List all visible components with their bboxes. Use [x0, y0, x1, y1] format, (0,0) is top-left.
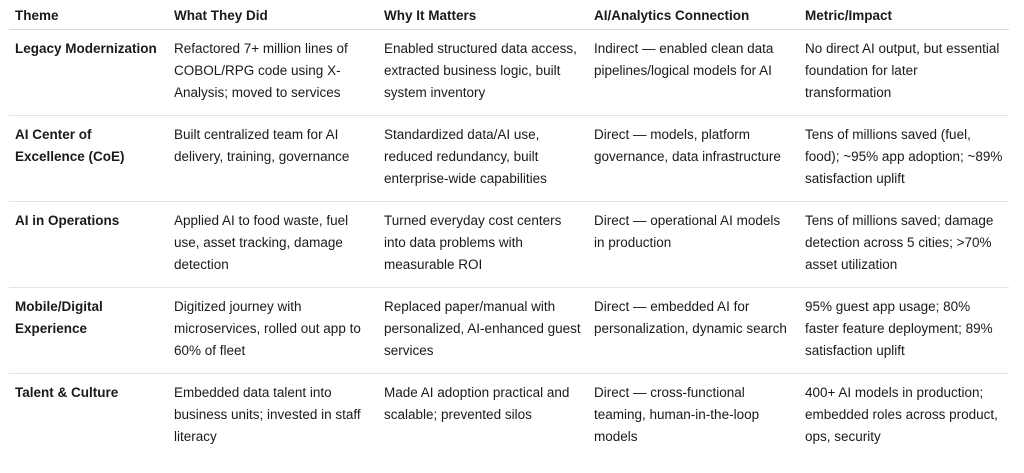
- cell-ai-connection: Direct — models, platform governance, data infrastructure: [588, 116, 799, 202]
- cell-ai-connection: Direct — cross-functional teaming, human-in-the-loop models: [594, 385, 760, 444]
- cell-metric-impact: Tens of millions saved (fuel, food); ~95% app adoption; ~89% satisfaction uplift: [799, 116, 1009, 202]
- table-row: [9, 116, 1009, 202]
- header-ai-analytics-connection: AI/Analytics Connection: [588, 0, 799, 30]
- header-metric-impact: Metric/Impact: [799, 0, 1009, 30]
- cell-theme: Talent & Culture: [15, 385, 119, 400]
- cell-why-it-matters: Turned everyday cost centers into data problems with measurable ROI: [378, 202, 588, 288]
- cell-theme: AI Center of Excellence (CoE): [9, 116, 168, 202]
- cell-theme: Legacy Modernization: [9, 30, 168, 116]
- cell-metric-impact: Tens of millions saved; damage detection across 5 cities; >70% asset utilization: [799, 202, 1009, 288]
- table-row: [9, 288, 1009, 374]
- header-theme: Theme: [9, 0, 168, 30]
- header-why-it-matters: Why It Matters: [378, 0, 588, 30]
- header-row: [9, 0, 1009, 30]
- cell-ai-connection: Indirect — enabled clean data pipelines/logical models for AI: [588, 30, 799, 116]
- cell-metric-impact: 95% guest app usage; 80% faster feature deployment; 89% satisfaction uplift: [799, 288, 1009, 374]
- cell-ai-connection: Direct — embedded AI for personalization, dynamic search: [588, 288, 799, 374]
- table-header: [9, 0, 1009, 30]
- table-row: [9, 374, 1009, 461]
- cell-what-they-did: Embedded data talent into business units; invested in staff literacy: [174, 385, 361, 444]
- cell-why-it-matters: Replaced paper/manual with personalized, AI-enhanced guest services: [378, 288, 588, 374]
- table-body: [9, 30, 1009, 461]
- cell-ai-connection: Direct — operational AI models in production: [588, 202, 799, 288]
- cell-theme: AI in Operations: [9, 202, 168, 288]
- cell-why-it-matters: Made AI adoption practical and scalable; prevented silos: [384, 385, 570, 422]
- cell-what-they-did: Applied AI to food waste, fuel use, asset tracking, damage detection: [168, 202, 378, 288]
- cell-what-they-did: Refactored 7+ million lines of COBOL/RPG code using X-Analysis; moved to services: [168, 30, 378, 116]
- cell-what-they-did: Built centralized team for AI delivery, training, governance: [168, 116, 378, 202]
- cell-why-it-matters: Enabled structured data access, extracted business logic, built system inventory: [378, 30, 588, 116]
- cell-theme: Mobile/Digital Experience: [9, 288, 168, 374]
- cell-metric-impact: 400+ AI models in production; embedded roles across product, ops, security: [805, 385, 998, 444]
- header-what-they-did: What They Did: [168, 0, 378, 30]
- table-row: [9, 202, 1009, 288]
- cell-metric-impact: No direct AI output, but essential foundation for later transformation: [799, 30, 1009, 116]
- data-table: [9, 0, 1009, 461]
- cell-what-they-did: Digitized journey with microservices, rolled out app to 60% of fleet: [168, 288, 378, 374]
- cell-why-it-matters: Standardized data/AI use, reduced redundancy, built enterprise-wide capabilities: [378, 116, 588, 202]
- table-row: [9, 30, 1009, 116]
